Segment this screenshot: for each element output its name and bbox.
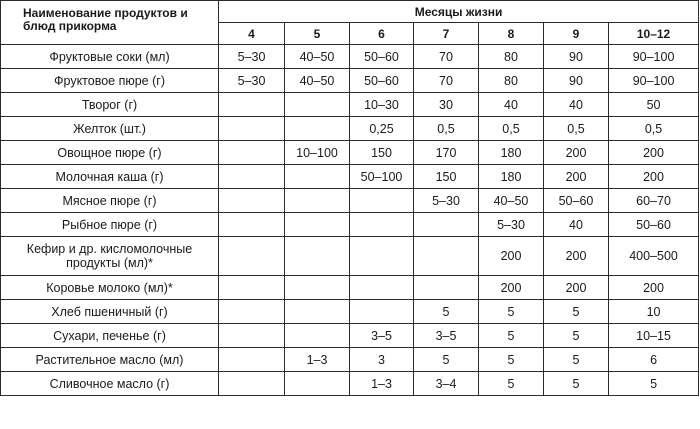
value-cell: 200 <box>479 237 544 276</box>
value-cell: 3–4 <box>414 372 479 396</box>
value-cell: 10–30 <box>350 93 414 117</box>
value-cell <box>285 300 350 324</box>
table-body <box>1 45 699 396</box>
value-cell: 90 <box>544 45 609 69</box>
value-cell: 0,5 <box>609 117 699 141</box>
value-cell: 10–100 <box>285 141 350 165</box>
header-months-label: Месяцы жизни <box>219 1 699 23</box>
header-month: 4 <box>219 23 285 45</box>
value-cell: 0,5 <box>414 117 479 141</box>
value-cell: 50–60 <box>350 45 414 69</box>
value-cell <box>350 213 414 237</box>
value-cell <box>285 372 350 396</box>
value-cell <box>219 372 285 396</box>
value-cell <box>285 324 350 348</box>
value-cell: 3–5 <box>414 324 479 348</box>
value-cell: 200 <box>609 165 699 189</box>
value-cell: 40–50 <box>285 69 350 93</box>
product-name-cell: Хлеб пшеничный (г) <box>1 300 219 324</box>
product-name-cell: Творог (г) <box>1 93 219 117</box>
value-cell: 40 <box>479 93 544 117</box>
value-cell: 70 <box>414 69 479 93</box>
value-cell: 5 <box>414 348 479 372</box>
value-cell: 1–3 <box>285 348 350 372</box>
product-name-cell: Овощное пюре (г) <box>1 141 219 165</box>
value-cell <box>219 141 285 165</box>
table-row <box>1 324 699 348</box>
table-row <box>1 189 699 213</box>
value-cell: 80 <box>479 45 544 69</box>
product-name-cell: Фруктовое пюре (г) <box>1 69 219 93</box>
table-row <box>1 276 699 300</box>
value-cell: 5 <box>479 372 544 396</box>
value-cell: 5–30 <box>219 69 285 93</box>
product-name-cell: Мясное пюре (г) <box>1 189 219 213</box>
value-cell <box>219 324 285 348</box>
value-cell: 5 <box>544 324 609 348</box>
table-row <box>1 213 699 237</box>
header-month: 9 <box>544 23 609 45</box>
value-cell <box>219 300 285 324</box>
value-cell: 50–60 <box>609 213 699 237</box>
value-cell <box>285 165 350 189</box>
value-cell: 90–100 <box>609 69 699 93</box>
value-cell: 5 <box>544 348 609 372</box>
value-cell: 5 <box>609 372 699 396</box>
value-cell: 150 <box>350 141 414 165</box>
value-cell: 180 <box>479 141 544 165</box>
value-cell <box>350 237 414 276</box>
product-name-cell: Кефир и др. кисломолочные продукты (мл)* <box>1 237 219 276</box>
value-cell: 200 <box>544 237 609 276</box>
value-cell: 50–60 <box>350 69 414 93</box>
value-cell: 150 <box>414 165 479 189</box>
header-month: 10–12 <box>609 23 699 45</box>
value-cell: 70 <box>414 45 479 69</box>
table-row <box>1 117 699 141</box>
value-cell: 1–3 <box>350 372 414 396</box>
value-cell: 5 <box>544 372 609 396</box>
value-cell <box>219 165 285 189</box>
value-cell: 60–70 <box>609 189 699 213</box>
value-cell: 400–500 <box>609 237 699 276</box>
value-cell <box>285 117 350 141</box>
value-cell: 30 <box>414 93 479 117</box>
value-cell <box>285 93 350 117</box>
value-cell <box>414 213 479 237</box>
value-cell: 50–100 <box>350 165 414 189</box>
value-cell: 200 <box>609 276 699 300</box>
value-cell: 10 <box>609 300 699 324</box>
value-cell: 200 <box>544 141 609 165</box>
value-cell: 90–100 <box>609 45 699 69</box>
product-name-cell: Желток (шт.) <box>1 117 219 141</box>
value-cell: 3 <box>350 348 414 372</box>
value-cell: 50–60 <box>544 189 609 213</box>
value-cell: 80 <box>479 69 544 93</box>
value-cell: 200 <box>609 141 699 165</box>
value-cell <box>285 276 350 300</box>
value-cell <box>350 189 414 213</box>
value-cell <box>219 213 285 237</box>
product-name-cell: Растительное масло (мл) <box>1 348 219 372</box>
value-cell <box>414 276 479 300</box>
value-cell: 200 <box>544 165 609 189</box>
product-name-cell: Сухари, печенье (г) <box>1 324 219 348</box>
value-cell <box>350 300 414 324</box>
value-cell <box>219 237 285 276</box>
value-cell: 3–5 <box>350 324 414 348</box>
value-cell: 40 <box>544 213 609 237</box>
value-cell <box>414 237 479 276</box>
table-row <box>1 237 699 276</box>
table-row <box>1 93 699 117</box>
value-cell: 170 <box>414 141 479 165</box>
header-row-months <box>1 1 699 23</box>
value-cell: 50 <box>609 93 699 117</box>
value-cell: 200 <box>544 276 609 300</box>
value-cell: 5 <box>544 300 609 324</box>
value-cell: 200 <box>479 276 544 300</box>
table-row <box>1 45 699 69</box>
value-cell <box>285 189 350 213</box>
value-cell: 0,5 <box>479 117 544 141</box>
header-month: 6 <box>350 23 414 45</box>
value-cell <box>219 348 285 372</box>
value-cell: 10–15 <box>609 324 699 348</box>
product-name-cell: Коровье молоко (мл)* <box>1 276 219 300</box>
value-cell: 90 <box>544 69 609 93</box>
value-cell: 5 <box>479 324 544 348</box>
value-cell: 180 <box>479 165 544 189</box>
table-row <box>1 348 699 372</box>
product-name-cell: Молочная каша (г) <box>1 165 219 189</box>
value-cell: 5 <box>479 348 544 372</box>
value-cell: 5–30 <box>479 213 544 237</box>
value-cell: 40 <box>544 93 609 117</box>
table-row <box>1 372 699 396</box>
value-cell: 0,25 <box>350 117 414 141</box>
value-cell <box>285 237 350 276</box>
table-row <box>1 300 699 324</box>
value-cell: 5–30 <box>219 45 285 69</box>
header-month: 8 <box>479 23 544 45</box>
value-cell: 5 <box>414 300 479 324</box>
value-cell: 6 <box>609 348 699 372</box>
value-cell <box>219 189 285 213</box>
header-month: 7 <box>414 23 479 45</box>
value-cell <box>219 93 285 117</box>
header-month: 5 <box>285 23 350 45</box>
table-row <box>1 165 699 189</box>
value-cell: 5 <box>479 300 544 324</box>
table-row <box>1 69 699 93</box>
value-cell: 0,5 <box>544 117 609 141</box>
value-cell <box>350 276 414 300</box>
header-product-name: Наименование продуктов и блюд прикорма <box>1 1 219 45</box>
value-cell: 40–50 <box>479 189 544 213</box>
value-cell: 5–30 <box>414 189 479 213</box>
value-cell <box>219 276 285 300</box>
product-name-cell: Рыбное пюре (г) <box>1 213 219 237</box>
product-name-cell: Сливочное масло (г) <box>1 372 219 396</box>
value-cell <box>285 213 350 237</box>
table-row <box>1 141 699 165</box>
product-name-cell: Фруктовые соки (мл) <box>1 45 219 69</box>
value-cell: 40–50 <box>285 45 350 69</box>
value-cell <box>219 117 285 141</box>
